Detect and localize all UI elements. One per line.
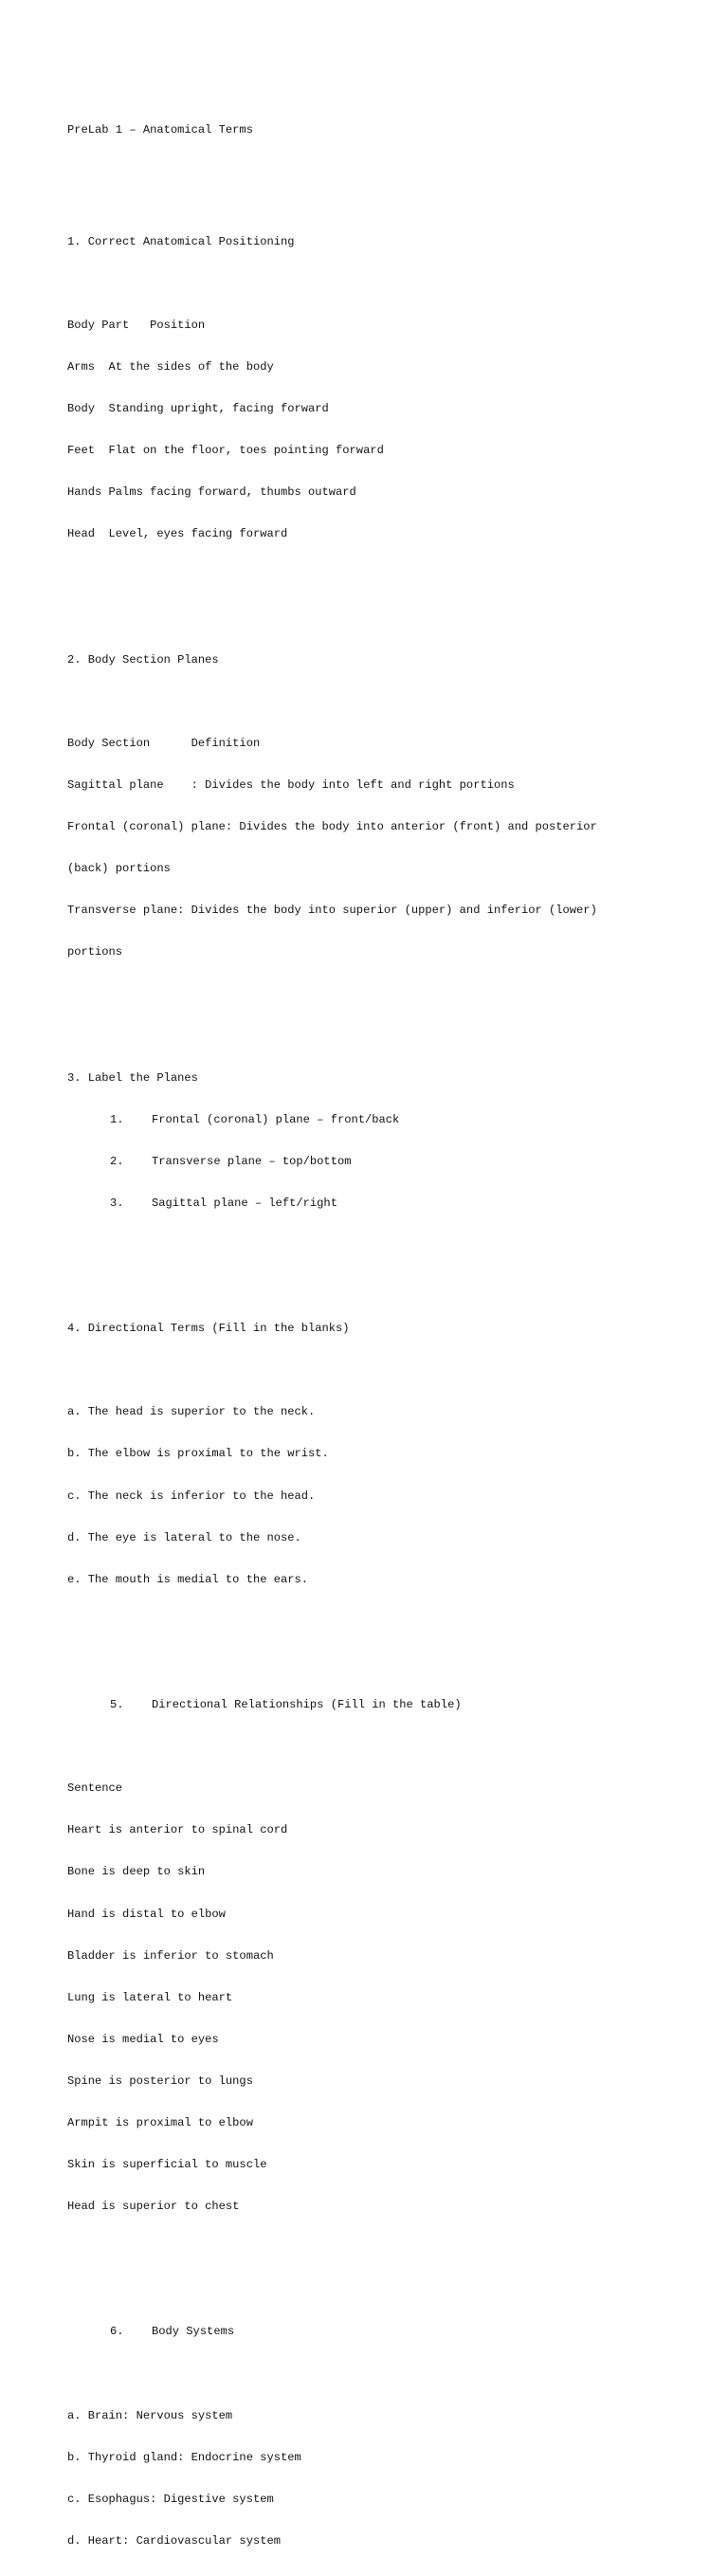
section-1-table-header: Body Part Position — [67, 318, 206, 332]
table-row: Hand is distal to elbow — [67, 1907, 226, 1921]
list-item: b. The elbow is proximal to the wrist. — [67, 1447, 329, 1461]
list-item: c. Esophagus: Digestive system — [67, 2492, 274, 2506]
section-2-row: Frontal (coronal) plane: Divides the body into anterior (front) and posterior — [67, 820, 597, 834]
table-row: Heart is anterior to spinal cord — [67, 1823, 288, 1837]
section-2-heading: 2. Body Section Planes — [67, 652, 219, 667]
list-item: d. Heart: Cardiovascular system — [67, 2533, 281, 2548]
list-item: a. Brain: Nervous system — [67, 2408, 233, 2422]
section-title: Directional Relationships (Fill in the table) — [152, 1698, 462, 1712]
section-5-heading — [67, 1698, 693, 1712]
section-2-row: portions — [67, 945, 123, 959]
section-number: 6. — [110, 2325, 124, 2339]
list-item: b. Thyroid gland: Endocrine system — [67, 2450, 301, 2464]
table-row: Skin is superficial to muscle — [67, 2158, 267, 2172]
table-row: Bone is deep to skin — [67, 1865, 206, 1879]
section-3-heading: 3. Label the Planes — [67, 1070, 198, 1085]
section-1-row: Body Standing upright, facing forward — [67, 402, 329, 416]
section-4-heading: 4. Directional Terms (Fill in the blanks) — [67, 1322, 350, 1336]
section-2-row: Sagittal plane : Divides the body into left and right portions — [67, 777, 515, 792]
section-1-row: Hands Palms facing forward, thumbs outward — [67, 485, 356, 500]
section-6-heading — [67, 2325, 693, 2339]
table-row: Spine is posterior to lungs — [67, 2074, 253, 2088]
table-row: Lung is lateral to heart — [67, 1990, 233, 2004]
list-number: 1. — [110, 1112, 124, 1126]
section-2-row: Transverse plane: Divides the body into superior (upper) and inferior (lower) — [67, 904, 597, 918]
list-item — [67, 1113, 693, 1127]
list-item: c. The neck is inferior to the head. — [67, 1489, 316, 1503]
section-1-row: Feet Flat on the floor, toes pointing forward — [67, 444, 384, 458]
list-item — [67, 1155, 693, 1169]
table-row: Nose is medial to eyes — [67, 2032, 219, 2046]
list-number: 2. — [110, 1154, 124, 1168]
section-1-heading: 1. Correct Anatomical Positioning — [67, 234, 295, 248]
section-number: 5. — [110, 1698, 124, 1712]
table-row: Bladder is inferior to stomach — [67, 1948, 274, 1963]
list-item: d. The eye is lateral to the nose. — [67, 1530, 301, 1544]
list-number: 3. — [110, 1196, 124, 1210]
document-page — [67, 82, 693, 2576]
list-text: Sagittal plane – left/right — [152, 1196, 337, 1210]
section-1-row: Arms At the sides of the body — [67, 359, 274, 374]
section-5-table-header: Sentence — [67, 1781, 123, 1796]
list-item — [67, 1197, 693, 1211]
list-text: Transverse plane – top/bottom — [152, 1154, 352, 1168]
section-title: Body Systems — [152, 2325, 235, 2339]
document-title: PreLab 1 – Anatomical Terms — [67, 123, 253, 137]
section-2-table-header: Body Section Definition — [67, 736, 261, 750]
section-1-row: Head Level, eyes facing forward — [67, 527, 288, 541]
table-row: Head is superior to chest — [67, 2200, 240, 2214]
list-text: Frontal (coronal) plane – front/back — [152, 1112, 400, 1126]
section-2-row: (back) portions — [67, 862, 171, 876]
table-row: Armpit is proximal to elbow — [67, 2115, 253, 2129]
list-item: a. The head is superior to the neck. — [67, 1405, 316, 1419]
list-item: e. The mouth is medial to the ears. — [67, 1572, 309, 1586]
